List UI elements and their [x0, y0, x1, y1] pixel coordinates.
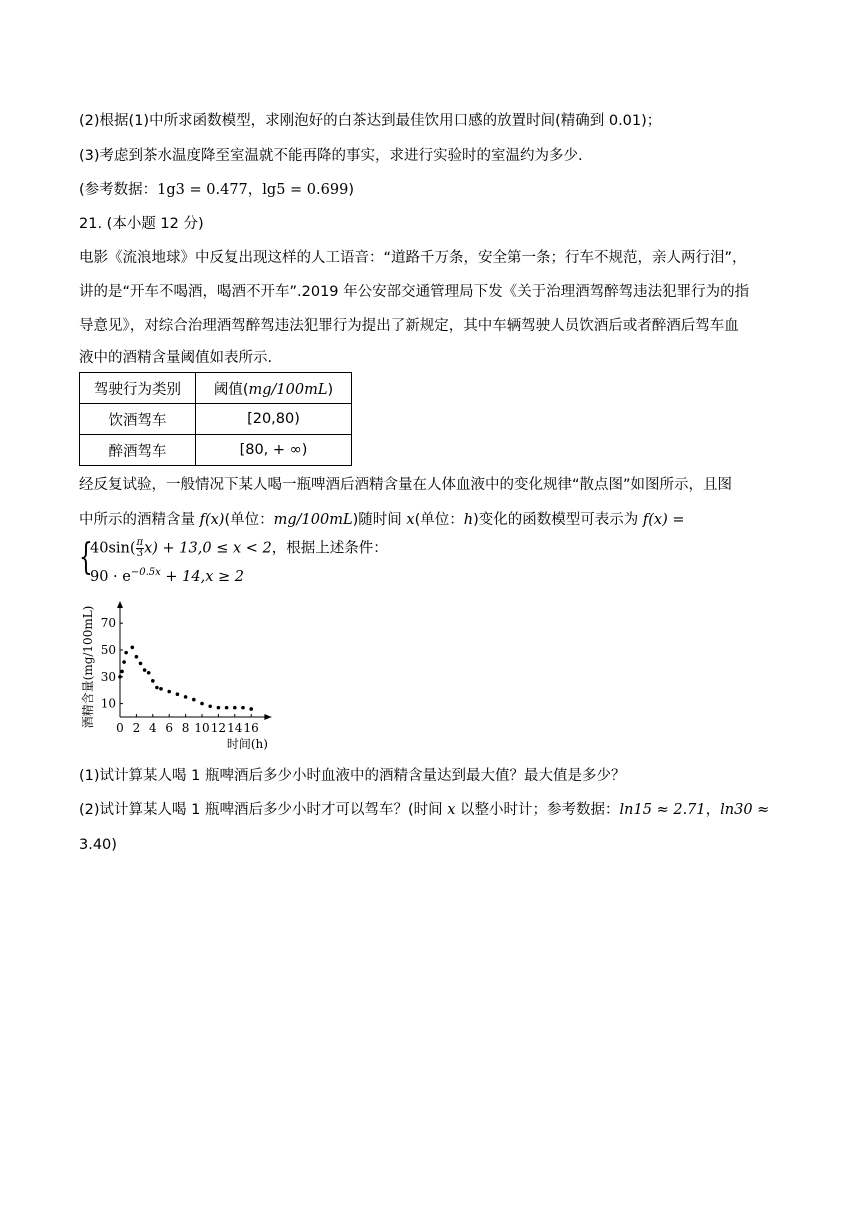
- reference-separator: ，: [247, 182, 263, 198]
- text-segment: (2)试计算某人喝 1 瓶啤酒后多少小时才可以驾车？(时间: [79, 802, 448, 818]
- x-tick-label: 0: [116, 721, 124, 735]
- reference-suffix: ): [348, 182, 354, 198]
- threshold-header-unit: mg/100mL: [248, 381, 328, 398]
- x-tick-label: 14: [227, 721, 243, 735]
- data-point: [122, 660, 126, 664]
- y-tick-label: 70: [100, 616, 116, 631]
- data-point: [176, 692, 180, 696]
- data-point: [200, 702, 204, 706]
- math-fx: f(x): [199, 512, 225, 528]
- reference-data: [79, 180, 354, 200]
- data-point: [233, 706, 237, 710]
- piece2-end: + 14,x ≥ 2: [160, 568, 244, 585]
- table-cell: 饮酒驾车: [80, 404, 196, 435]
- piecewise-line2: [90, 563, 244, 587]
- math-fx-equals: f(x) =: [642, 512, 685, 528]
- data-point: [124, 651, 128, 655]
- data-point: [241, 706, 245, 710]
- x-tick-label: 4: [148, 721, 157, 735]
- piece1-tail: ，根据上述条件：: [271, 540, 388, 557]
- q21-paragraph-line3: 导意见》，对综合治理酒驾醉驾违法犯罪行为提出了新规定，其中车辆驾驶人员饮酒后或者醉酒后驾车血: [79, 318, 739, 334]
- x-axis-arrow: [264, 714, 271, 720]
- q21-sub2: [79, 800, 769, 820]
- text-segment: (单位：: [224, 512, 274, 528]
- chart-axes: [117, 601, 271, 720]
- fraction-numerator: π: [136, 537, 144, 548]
- q21-paragraph-line4: 液中的酒精含量阈值如表所示.: [79, 350, 273, 366]
- math-h: h: [463, 512, 474, 528]
- table-row: [80, 435, 352, 466]
- threshold-header-suffix: ): [327, 381, 334, 398]
- q21-paragraph-line5: 经反复试验，一般情况下某人喝一瓶啤酒后酒精含量在人体血液中的变化规律“散点图”如图所示，且图: [79, 477, 733, 493]
- data-point: [225, 706, 229, 710]
- q21-paragraph-line1: 电影《流浪地球》中反复出现这样的人工语音：“道路千万条，安全第一条；行车不规范，亲人两行泪”，: [79, 250, 747, 266]
- piecewise-line1: [90, 538, 388, 559]
- data-point: [139, 662, 143, 666]
- data-point: [151, 679, 155, 683]
- text-segment: 中所示的酒精含量: [79, 512, 200, 528]
- data-point: [192, 698, 196, 702]
- data-point: [143, 668, 147, 672]
- fraction-denominator: 3: [136, 548, 143, 559]
- data-point: [135, 655, 139, 659]
- data-point: [184, 695, 188, 699]
- table-cell: 醉酒驾车: [80, 435, 196, 466]
- threshold-table: [79, 372, 352, 466]
- data-point: [208, 704, 212, 708]
- threshold-header-prefix: 阈值(: [213, 381, 249, 398]
- piece1-end: x) + 13,0 ≤ x < 2: [144, 540, 272, 557]
- text-segment: (单位：: [414, 512, 464, 528]
- data-point: [131, 646, 135, 650]
- piece1-start: 40sin(: [90, 540, 136, 557]
- x-tick-label: 2: [132, 721, 141, 735]
- table-row: [80, 404, 352, 435]
- table-header-category: 驾驶行为类别: [80, 373, 196, 404]
- y-tick-label: 50: [100, 643, 116, 657]
- q21-paragraph-line6: [79, 510, 685, 530]
- text-segment: )随时间: [352, 512, 407, 528]
- q21-sub2-continued: 3.40): [79, 837, 117, 853]
- x-axis-label: 时间(h): [226, 737, 268, 751]
- data-point: [155, 686, 159, 690]
- x-tick-label: 12: [210, 721, 227, 735]
- math-ln15: ln15 ≈ 2.71: [619, 802, 706, 818]
- scatter-chart: [80, 595, 400, 755]
- data-point: [118, 675, 122, 679]
- text-segment: )变化的函数模型可表示为: [473, 512, 643, 528]
- q21-heading: 21. (本小题 12 分): [79, 216, 204, 232]
- piece2-exponent: −0.5x: [130, 567, 161, 578]
- fraction-pi-over-3: [136, 538, 145, 559]
- y-axis-arrow: [117, 601, 123, 608]
- table-row: [80, 373, 352, 404]
- data-point: [249, 707, 253, 711]
- data-point: [167, 690, 171, 694]
- y-tick-label: 10: [100, 696, 116, 711]
- math-unit: mg/100mL: [273, 512, 353, 528]
- chart-points: [118, 646, 253, 711]
- q21-sub1: (1)试计算某人喝 1 瓶啤酒后多少小时血液中的酒精含量达到最大值？最大值是多少？: [79, 768, 626, 784]
- q20-part3: (3)考虑到茶水温度降至室温就不能再降的事实，求进行实验时的室温约为多少.: [79, 148, 583, 164]
- math-x: x: [406, 512, 415, 528]
- table-cell: [80, + ∞): [196, 435, 352, 466]
- piecewise-brace: {: [79, 537, 93, 578]
- math-ln30: ln30 ≈: [720, 802, 770, 818]
- piece2-start: 90 · e: [90, 568, 131, 585]
- text-segment: ，: [705, 802, 721, 818]
- y-tick-label: 30: [100, 669, 116, 684]
- table-cell: [20,80): [196, 404, 352, 435]
- x-tick-label: 8: [181, 721, 190, 735]
- table-header-threshold: [196, 373, 352, 404]
- text-segment: 以整小时计；参考数据：: [455, 802, 620, 818]
- math-x: x: [447, 802, 456, 818]
- q21-paragraph-line2: 讲的是“开车不喝酒，喝酒不开车”.2019 年公安部交通管理局下发《关于治理酒驾醉驾违法犯罪行为的指: [79, 284, 750, 300]
- x-tick-label: 6: [165, 721, 174, 735]
- reference-value-1: 1g3 = 0.477: [157, 182, 248, 198]
- reference-value-2: lg5 = 0.699: [262, 182, 349, 198]
- x-tick-label: 10: [194, 721, 210, 735]
- data-point: [147, 671, 151, 675]
- data-point: [120, 670, 124, 674]
- q20-part2: (2)根据(1)中所求函数模型，求刚泡好的白茶达到最佳饮用口感的放置时间(精确到 0.01)；: [79, 113, 662, 129]
- x-tick-label: 16: [243, 721, 259, 735]
- reference-prefix: (参考数据：: [79, 182, 158, 198]
- y-axis-label: 酒精含量(mg/100mL): [81, 605, 95, 729]
- data-point: [159, 687, 163, 691]
- data-point: [217, 706, 221, 710]
